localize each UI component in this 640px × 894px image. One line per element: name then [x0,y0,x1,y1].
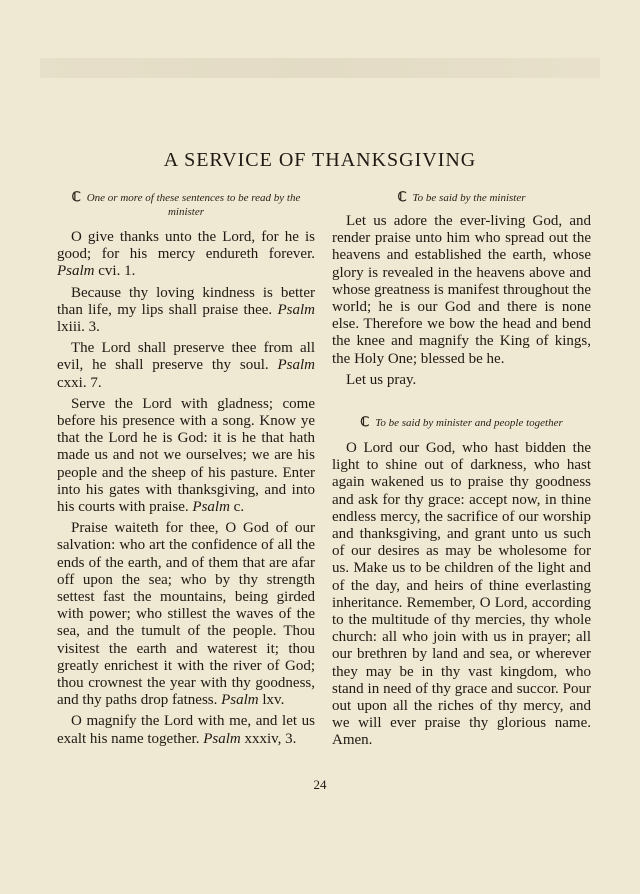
prayer: O Lord our God, who hast bidden the light to shine out of darkness, who hast again wakened us to praise thy goodness and ask for thy grace: accept now, in thine endless mercy, the sacrifice of our worship and thanksgiving, and grant unto us such of our desires as may be wholesome for us. Make us to be children of the light and of the day, and heirs of thine everlasting inheritance. Remember, O Lord, according to the multitude of thy mercies, thy whole church: all who join with us in prayer; all our brethren by land and sea, or wherever they may be in thy vast kingdom, who stand in need of thy grace and succor. Pour out upon all the riches of thy mercy, and we will ever praise thy glorious name. Amen. [332,440,591,749]
sentence-3: The Lord shall preserve thee from all evil, he shall preserve thy soul. Psalm cxxi. 7. [57,340,315,391]
right-rubric-minister: ℂ To be said by the minister [397,189,526,204]
page-title: A SERVICE OF THANKSGIVING [163,149,477,171]
rubric-mark-icon: ℂ [360,414,370,430]
left-rubric-text: One or more of these sentences to be read by the minister [86,192,301,218]
right-column [332,190,591,754]
let-us-pray: Let us pray. [346,371,417,388]
rubric-mark-icon: ℂ [71,189,81,204]
sentence-1: O give thanks unto the Lord, for he is good; for his mercy endureth forever. Psalm cvi. 1. [57,229,315,280]
page-number: 24 [313,777,327,792]
bleed-through-shadow [40,58,600,78]
right-rubric-together: ℂ To be said by minister and people together [360,414,563,430]
sentence-6: O magnify the Lord with me, and let us exalt his name together. Psalm xxxiv, 3. [57,713,315,747]
sentence-4: Serve the Lord with gladness; come before his presence with a song. Know ye that the Lord he is God: it is he that hath made us and not we ourselves; we are his people and the sheep of his pasture. Enter into his gates with thanksgiving, and into his courts with praise. Psalm c. [57,395,315,516]
left-rubric [57,190,315,219]
rubric-mark-icon: ℂ [397,189,407,204]
left-column [57,190,315,752]
exhortation: Let us adore the ever-living God, and render praise unto him who spread out the heavens and established the earth, whose glory is revealed in the heavens above and whose greatness is manifest throughout the world; he is our God and there is none else. Therefore we bow the head and bend the knee and magnify the King of kings, the Holy One; blessed be he. [332,213,591,367]
sentence-5: Praise waiteth for thee, O God of our salvation: who art the confidence of all the ends of the earth, and of them that are afar off upon the sea; who by thy strength settest fast the mountains, being girded with power; who stillest the waves of the sea, and the tumult of the people. Thou visitest the earth and waterest it; thou greatly enrichest it with the river of God; thou crownest the year with thy goodness, and thy paths drop fatness. Psalm lxv. [57,520,315,709]
sentence-2: Because thy loving kindness is better than life, my lips shall praise thee. Psalm lxiii. 3. [57,284,316,336]
